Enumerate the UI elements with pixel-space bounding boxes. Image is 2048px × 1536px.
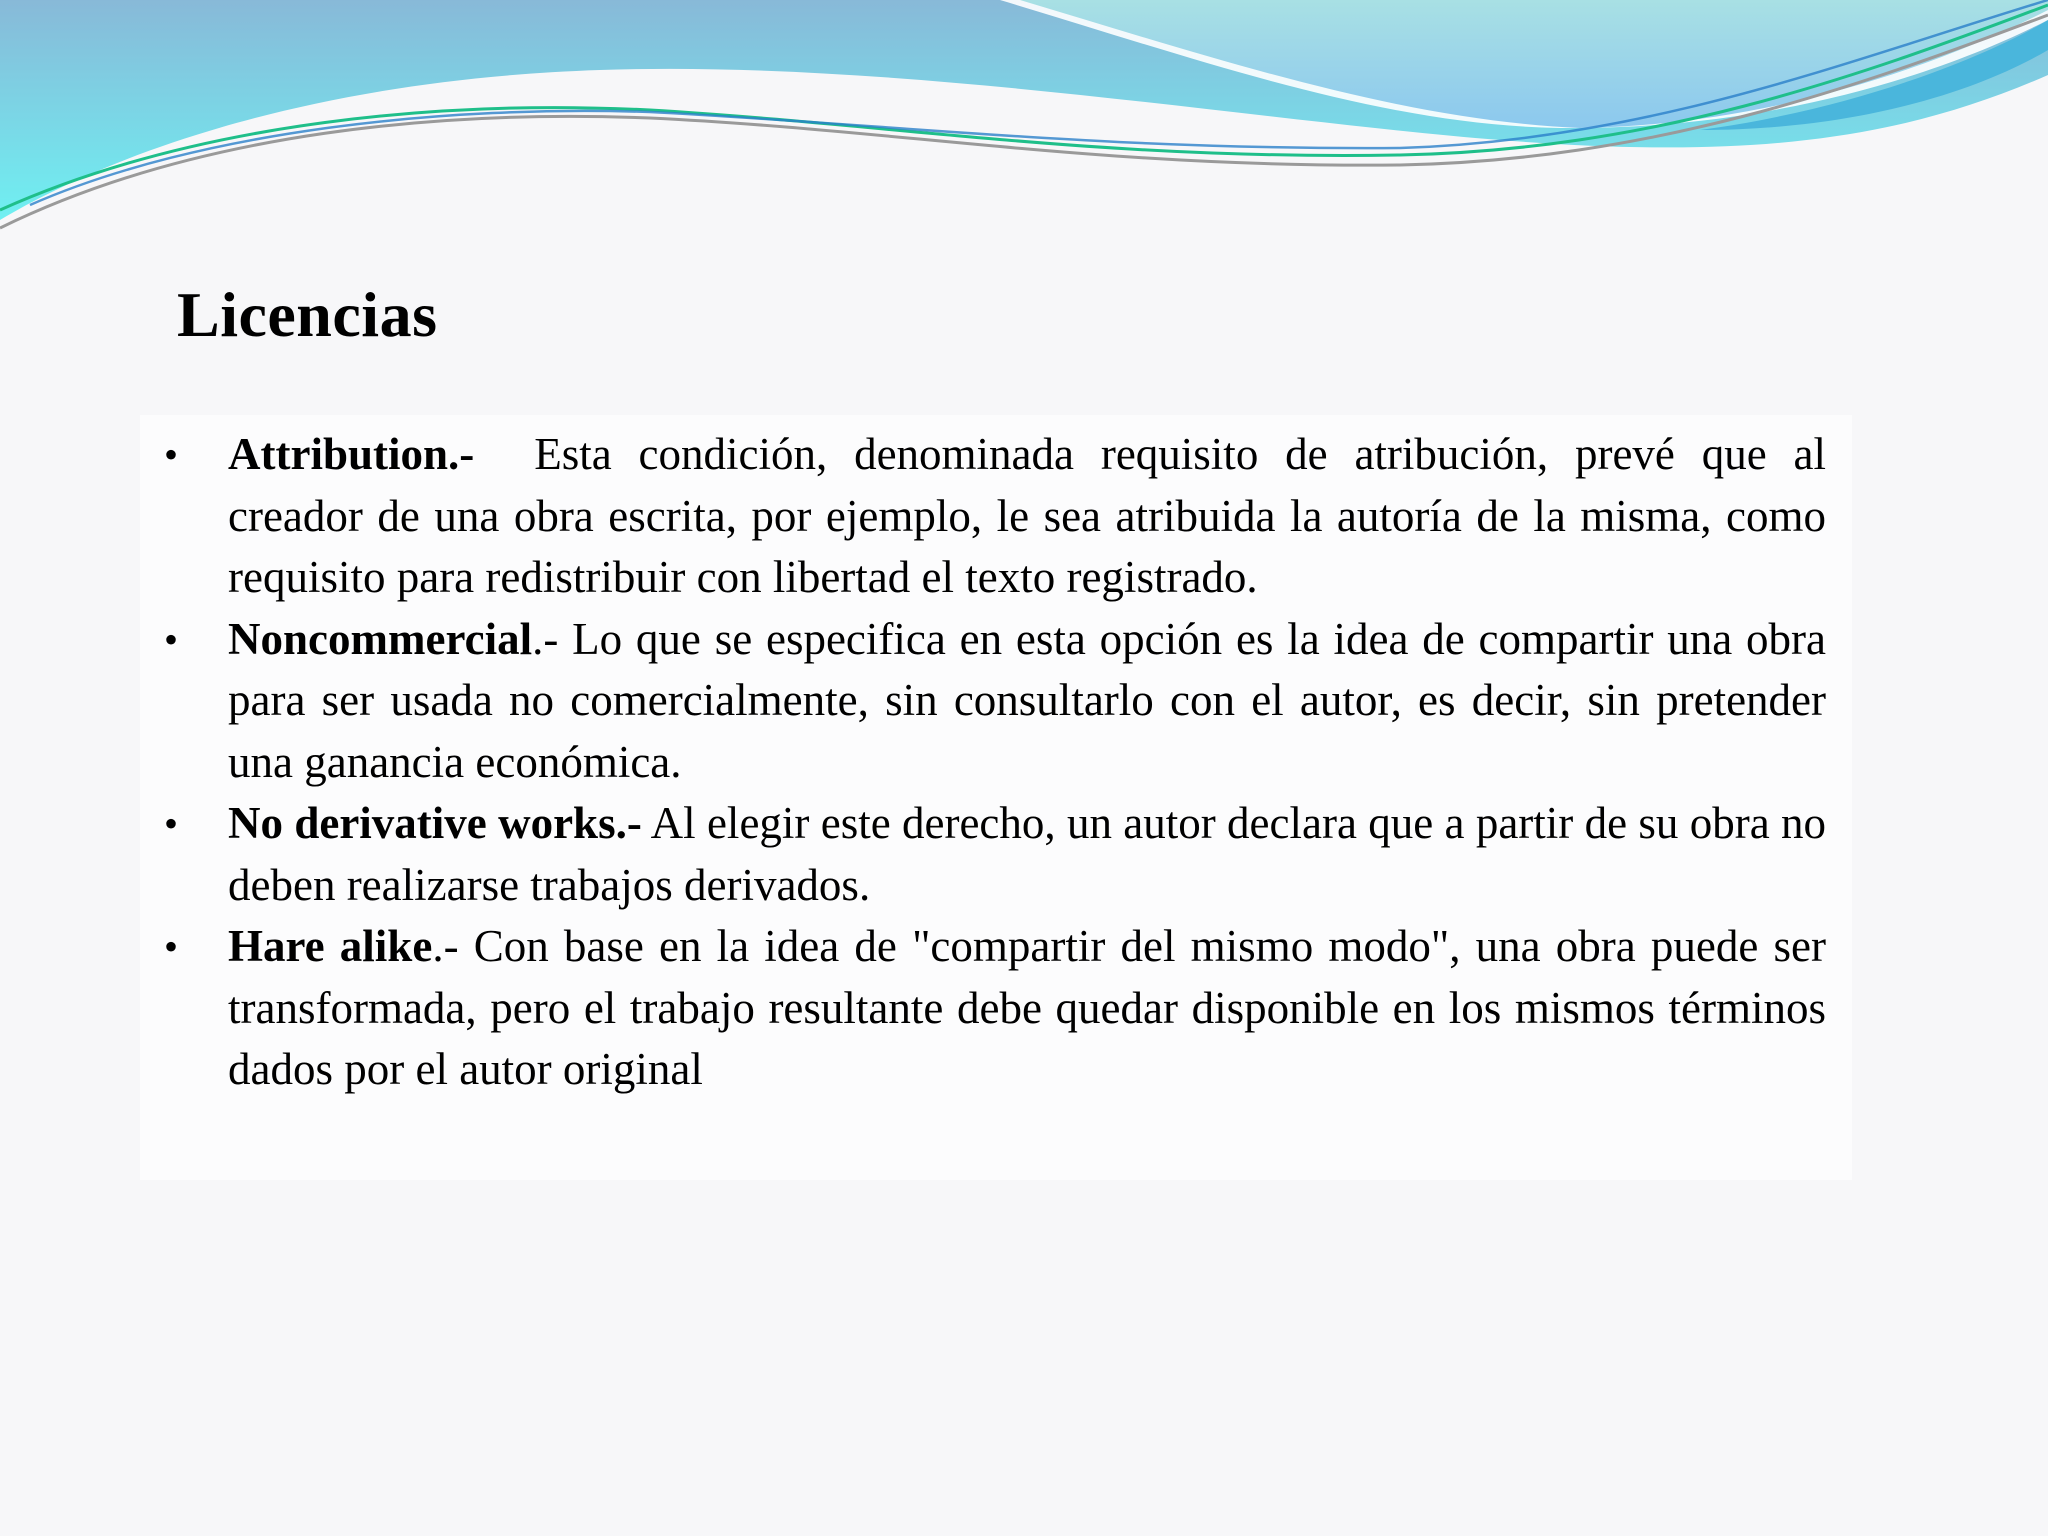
license-list <box>164 424 1826 1101</box>
description: .- Con base en la idea de "compartir del mismo modo", una obra puede ser transformada, pero el trabajo resultante debe quedar disponible en los mismos términos dados por el autor original <box>228 921 1826 1094</box>
description: Al elegir este derecho, un autor declara que a partir de su obra no deben realizarse trabajos derivados. <box>228 798 1826 910</box>
list-item-share-alike <box>164 916 1826 1101</box>
term: Noncommercial <box>228 613 533 664</box>
bullet-icon: • <box>164 432 179 477</box>
description: .- Lo que se especifica en esta opción es la idea de compartir una obra para ser usada no comercialmente, sin consultarlo con el autor, es decir, sin pretender una ganancia económica. <box>228 613 1826 787</box>
bullet-icon: • <box>164 801 179 846</box>
term: Hare alike <box>228 921 433 971</box>
bullet-icon: • <box>164 924 179 969</box>
description: Esta condición, denominada requisito de atribución, prevé que al creador de una obra escrita, por ejemplo, le sea atribuida la autoría de la misma, como requisito para redistribuir con libertad el texto registrado. <box>228 429 1826 602</box>
bullet-icon: • <box>164 616 179 662</box>
header-wave-decoration <box>0 0 2048 260</box>
term: Attribution.- <box>228 429 475 479</box>
term: No derivative works.- <box>228 798 642 848</box>
list-item-no-derivative <box>164 793 1826 916</box>
slide-title: Licencias <box>177 279 438 350</box>
list-item-attribution <box>164 424 1826 609</box>
list-item-noncommercial <box>164 609 1826 794</box>
